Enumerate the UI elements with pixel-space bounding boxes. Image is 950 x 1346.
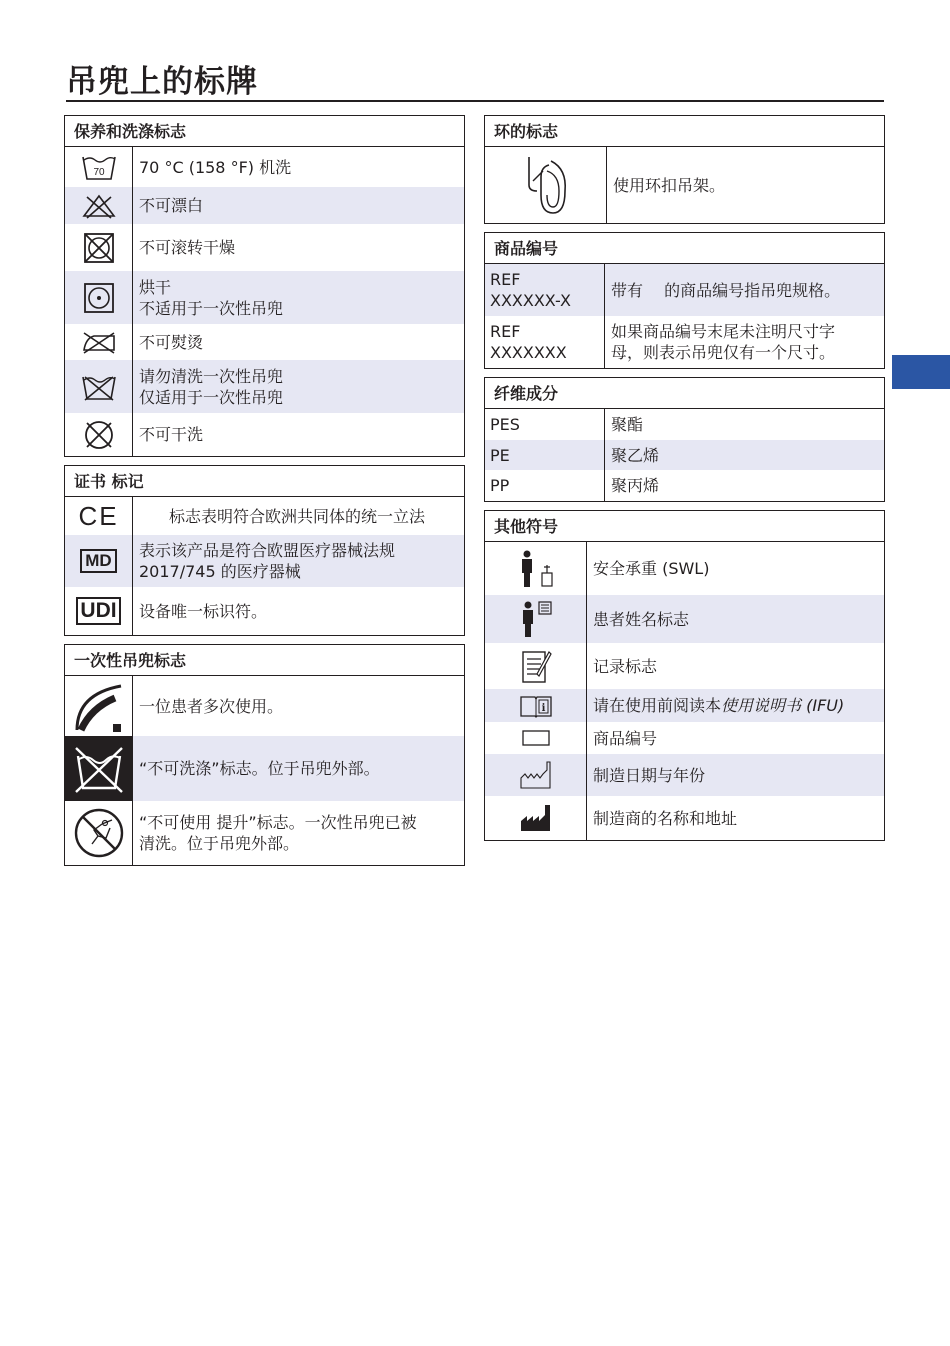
article-number-icon: [485, 722, 587, 754]
care-text: 70 °C (158 °F) 机洗: [139, 157, 292, 177]
table-row: [485, 542, 884, 595]
care-text: 不可漂白: [139, 196, 204, 215]
symbol-text: 商品编号: [593, 728, 658, 748]
table-row: [485, 796, 884, 840]
cert-text: 设备唯一标识符。: [139, 601, 268, 621]
symbol-text: 请在使用前阅读本: [593, 696, 722, 715]
ifu-icon: [485, 689, 587, 722]
ce-mark-label: CE: [78, 500, 119, 531]
ifu-title: 使用说明书 (IFU): [721, 696, 845, 715]
cert-text: 表示该产品是符合欧盟医疗器械法规: [139, 541, 396, 560]
swl-icon: [485, 542, 587, 595]
table-row: [485, 689, 884, 722]
other-symbols-heading: 其他符号: [485, 511, 884, 542]
no-wash-icon: [65, 360, 133, 413]
table-row: [65, 224, 464, 271]
md-icon: [65, 535, 133, 587]
care-text: 请勿清洗一次性吊兜: [139, 366, 284, 386]
table-row: [65, 360, 464, 413]
article-text: 带有 的商品编号指吊兜规格。: [611, 280, 841, 300]
care-text: 仅适用于一次性吊兜: [139, 387, 284, 407]
table-row: [485, 643, 884, 689]
chapter-tab-marker: [892, 355, 950, 389]
table-row: [485, 754, 884, 796]
article-number-heading: 商品编号: [485, 233, 884, 264]
cert-text: 标志表明符合欧洲共同体的统一立法: [169, 506, 426, 526]
udi-icon: [65, 587, 133, 635]
care-text: 不可滚转干燥: [139, 238, 236, 257]
svg-text:i: i: [541, 702, 545, 714]
article-text: 如果商品编号末尾未注明尺寸字: [611, 322, 836, 341]
fiber-composition-panel: [484, 377, 885, 502]
table-row: [485, 409, 884, 440]
symbol-text: 制造日期与年份: [593, 765, 706, 785]
manufacturer-icon: [485, 796, 587, 840]
table-row: [65, 676, 464, 736]
table-row: [485, 440, 884, 470]
table-row: [65, 187, 464, 224]
table-row: [65, 587, 464, 635]
certificate-heading: 证书 标记: [65, 466, 464, 497]
loop-text: 使用环扣吊架。: [613, 175, 726, 195]
disposable-text: 清洗。位于吊兜外部。: [139, 834, 300, 853]
manufacture-date-icon: [485, 754, 587, 796]
udi-label: UDI: [76, 597, 120, 625]
no-tumble-dry-icon: [65, 224, 133, 271]
no-dry-clean-icon: [65, 413, 133, 456]
fiber-name: 聚丙烯: [611, 476, 660, 495]
symbol-text: 记录标志: [593, 656, 658, 676]
table-row: [485, 147, 884, 223]
care-symbols-heading: 保养和洗涤标志: [65, 116, 464, 147]
multi-use-gauge-icon: [65, 676, 133, 736]
table-row: [65, 413, 464, 456]
wash-70-icon: [65, 147, 133, 187]
table-row: [65, 801, 464, 865]
tumble-dry-icon: [65, 271, 133, 324]
table-row: [485, 722, 884, 754]
disposable-text: 一位患者多次使用。: [139, 696, 284, 716]
symbol-text: 患者姓名标志: [593, 609, 690, 629]
care-text: 不可干洗: [139, 425, 204, 444]
ref-value: XXXXXX-X: [490, 291, 571, 310]
table-row: [65, 271, 464, 324]
table-row: [65, 736, 464, 801]
disposable-text: “不可洗涤”标志。位于吊兜外部。: [139, 759, 380, 778]
cert-text: 2017/745 的医疗器械: [139, 562, 301, 581]
ref-value: XXXXXXX: [490, 343, 567, 362]
disposable-sling-heading: 一次性吊兜标志: [65, 645, 464, 676]
symbol-text: 安全承重 (SWL): [593, 559, 710, 578]
table-row: [65, 147, 464, 187]
table-row: [65, 497, 464, 535]
disposable-sling-panel: [64, 644, 465, 866]
care-text: 不可熨烫: [139, 332, 204, 352]
page-title: 吊兜上的标牌: [66, 64, 258, 100]
other-symbols-panel: [484, 510, 885, 841]
care-text: 不适用于一次性吊兜: [139, 298, 284, 318]
clip-hook-icon: [485, 147, 607, 223]
no-bleach-icon: [65, 187, 133, 224]
table-row: [65, 324, 464, 360]
fiber-code: PP: [485, 470, 605, 501]
no-iron-icon: [65, 324, 133, 360]
certificate-panel: [64, 465, 465, 636]
table-row: [485, 264, 884, 316]
do-not-wash-icon: [65, 736, 133, 801]
disposable-text: “不可使用 提升”标志。一次性吊兜已被: [139, 813, 417, 832]
article-text: 母，则表示吊兜仅有一个尺寸。: [611, 343, 836, 362]
loop-heading: 环的标志: [485, 116, 884, 147]
table-row: [485, 595, 884, 643]
ce-mark-icon: [65, 497, 133, 535]
article-number-panel: [484, 232, 885, 369]
symbol-text: 制造商的名称和地址: [593, 808, 738, 828]
fiber-code: PE: [485, 440, 605, 470]
fiber-name: 聚酯: [611, 415, 644, 434]
record-icon: [485, 643, 587, 689]
fiber-name: 聚乙烯: [611, 445, 660, 465]
care-text: 烘干: [139, 277, 172, 297]
table-row: [65, 535, 464, 587]
ref-label: REF: [490, 322, 521, 341]
care-symbols-panel: [64, 115, 465, 457]
loop-panel: [484, 115, 885, 224]
fiber-composition-heading: 纤维成分: [485, 378, 884, 409]
patient-name-icon: [485, 595, 587, 643]
md-label: MD: [80, 549, 116, 573]
do-not-lift-icon: [65, 801, 133, 865]
wash-temperature-label: 70: [92, 167, 105, 178]
fiber-code: PES: [485, 409, 605, 440]
title-rule: [66, 100, 884, 102]
ref-label: REF: [490, 270, 521, 289]
table-row: [485, 316, 884, 368]
table-row: [485, 470, 884, 501]
